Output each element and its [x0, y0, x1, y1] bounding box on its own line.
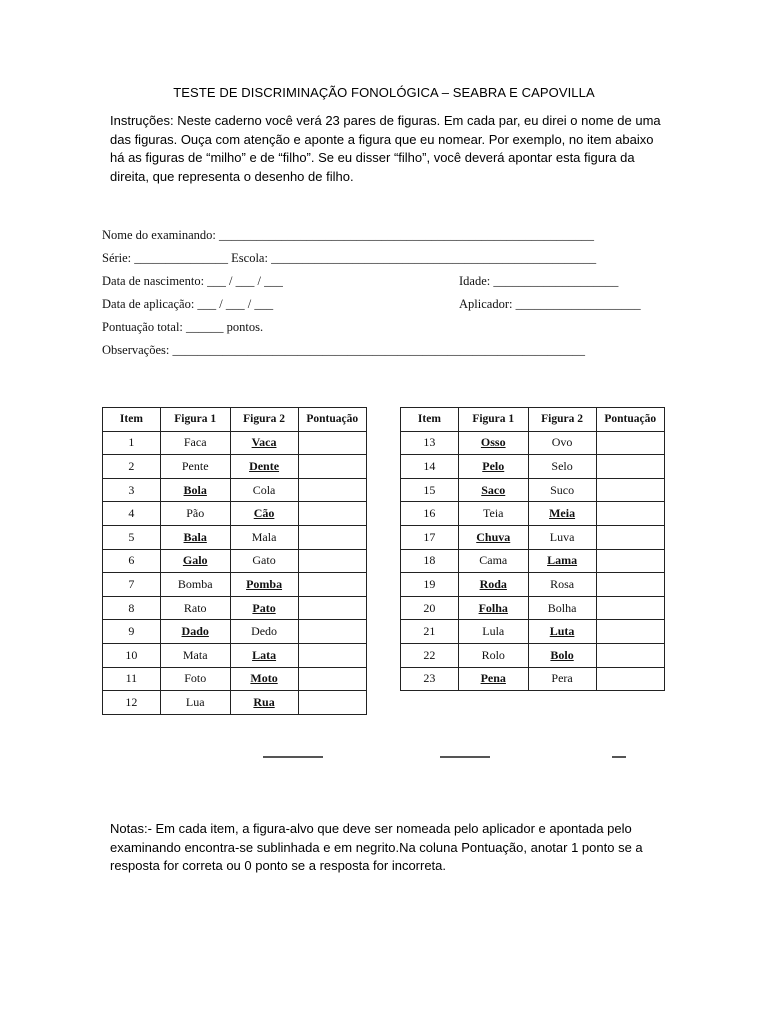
figura-2-cell: Mala	[230, 525, 298, 549]
table-row	[401, 573, 665, 597]
table-row	[103, 691, 367, 715]
figura-2-cell: Moto	[230, 667, 298, 691]
figura-2-cell: Selo	[528, 455, 596, 479]
pontuacao-cell[interactable]	[298, 431, 366, 455]
table-body-right	[401, 431, 665, 691]
figura-1-cell: Saco	[458, 478, 528, 502]
figura-1-cell: Bola	[160, 478, 230, 502]
table-row	[103, 502, 367, 526]
field-aplicador: Aplicador: ____________________	[459, 297, 641, 311]
scan-artifact-line	[612, 756, 626, 758]
table-row	[103, 596, 367, 620]
header-item: Item	[103, 408, 161, 432]
figura-1-cell: Lula	[458, 620, 528, 644]
form-row-pontuacao	[102, 320, 642, 343]
item-number-cell: 17	[401, 525, 459, 549]
field-data-nascimento: Data de nascimento: ___ / ___ / ___	[102, 274, 283, 288]
pontuacao-cell[interactable]	[298, 596, 366, 620]
header-item: Item	[401, 408, 459, 432]
header-figura-1: Figura 1	[458, 408, 528, 432]
pontuacao-cell[interactable]	[298, 525, 366, 549]
page-title: TESTE DE DISCRIMINAÇÃO FONOLÓGICA – SEABRA E CAPOVILLA	[173, 85, 595, 100]
table-row	[401, 431, 665, 455]
item-number-cell: 21	[401, 620, 459, 644]
figura-2-cell: Lama	[528, 549, 596, 573]
item-number-cell: 9	[103, 620, 161, 644]
item-number-cell: 22	[401, 643, 459, 667]
figura-1-cell: Osso	[458, 431, 528, 455]
pontuacao-cell[interactable]	[298, 620, 366, 644]
field-data-aplicacao: Data de aplicação: ___ / ___ / ___	[102, 297, 274, 311]
table-row	[401, 549, 665, 573]
figura-2-cell: Pomba	[230, 573, 298, 597]
field-observacoes: Observações: __________________________________________________________________	[102, 343, 585, 357]
table-body-left	[103, 431, 367, 714]
figura-2-cell: Suco	[528, 478, 596, 502]
form-row-observacoes	[102, 343, 642, 366]
figura-2-cell: Cão	[230, 502, 298, 526]
figura-1-cell: Pelo	[458, 455, 528, 479]
header-figura-2: Figura 2	[528, 408, 596, 432]
pontuacao-cell[interactable]	[298, 455, 366, 479]
pontuacao-cell[interactable]	[298, 573, 366, 597]
table-row	[103, 455, 367, 479]
figura-1-cell: Rolo	[458, 643, 528, 667]
table-row	[103, 643, 367, 667]
figura-1-cell: Cama	[458, 549, 528, 573]
item-number-cell: 20	[401, 596, 459, 620]
pontuacao-cell[interactable]	[596, 478, 664, 502]
item-number-cell: 15	[401, 478, 459, 502]
table-row	[401, 620, 665, 644]
header-figura-1: Figura 1	[160, 408, 230, 432]
figura-2-cell: Cola	[230, 478, 298, 502]
field-nome-examinando: Nome do examinando: ____________________________________________________________	[102, 228, 594, 242]
item-number-cell: 2	[103, 455, 161, 479]
figura-1-cell: Chuva	[458, 525, 528, 549]
figura-1-cell: Dado	[160, 620, 230, 644]
figura-2-cell: Gato	[230, 549, 298, 573]
pontuacao-cell[interactable]	[596, 525, 664, 549]
figura-2-cell: Rosa	[528, 573, 596, 597]
figura-1-cell: Roda	[458, 573, 528, 597]
field-serie-escola: Série: _______________ Escola: ____________________________________________________	[102, 251, 597, 265]
form-row-nascimento	[102, 274, 642, 297]
table-row	[103, 667, 367, 691]
item-number-cell: 1	[103, 431, 161, 455]
score-table-right	[400, 407, 665, 691]
pontuacao-cell[interactable]	[596, 431, 664, 455]
figura-1-cell: Galo	[160, 549, 230, 573]
item-number-cell: 6	[103, 549, 161, 573]
scan-artifact-line	[440, 756, 490, 758]
figura-2-cell: Bolha	[528, 596, 596, 620]
figura-1-cell: Mata	[160, 643, 230, 667]
pontuacao-cell[interactable]	[298, 549, 366, 573]
field-idade: Idade: ____________________	[459, 274, 619, 288]
table-row	[103, 620, 367, 644]
figura-1-cell: Bomba	[160, 573, 230, 597]
instructions-paragraph: Instruções: Neste caderno você verá 23 pares de figuras. Em cada par, eu direi o nome de uma das figuras. Ouça com atenção e aponte a figura que eu nomear. Por exemplo, no item abaixo há as figuras de “milho” e de “filho”. Se eu disser “filho”, você deverá apontar esta figura da direita, que representa o desenho de filho.	[110, 113, 661, 184]
form-row-aplicacao	[102, 297, 642, 320]
pontuacao-cell[interactable]	[596, 667, 664, 691]
item-number-cell: 13	[401, 431, 459, 455]
pontuacao-cell[interactable]	[596, 455, 664, 479]
table-header-row	[401, 408, 665, 432]
item-number-cell: 14	[401, 455, 459, 479]
figura-1-cell: Pente	[160, 455, 230, 479]
header-pontuacao: Pontuação	[596, 408, 664, 432]
pontuacao-cell[interactable]	[596, 596, 664, 620]
figura-2-cell: Luva	[528, 525, 596, 549]
figura-1-cell: Teia	[458, 502, 528, 526]
figura-1-cell: Bala	[160, 525, 230, 549]
item-number-cell: 10	[103, 643, 161, 667]
table-row	[103, 478, 367, 502]
table-row	[401, 667, 665, 691]
figura-2-cell: Meia	[528, 502, 596, 526]
table-row	[103, 549, 367, 573]
header-figura-2: Figura 2	[230, 408, 298, 432]
form-row-nome	[102, 228, 642, 251]
pontuacao-cell[interactable]	[596, 502, 664, 526]
item-number-cell: 12	[103, 691, 161, 715]
table-row	[103, 431, 367, 455]
figura-2-cell: Rua	[230, 691, 298, 715]
item-number-cell: 4	[103, 502, 161, 526]
examinee-form	[102, 228, 642, 366]
pontuacao-cell[interactable]	[596, 620, 664, 644]
table-row	[401, 525, 665, 549]
figura-2-cell: Bolo	[528, 643, 596, 667]
table-row	[401, 478, 665, 502]
table-row	[103, 525, 367, 549]
item-number-cell: 11	[103, 667, 161, 691]
item-number-cell: 23	[401, 667, 459, 691]
score-table-left	[102, 407, 367, 715]
item-number-cell: 7	[103, 573, 161, 597]
table-row	[401, 455, 665, 479]
figura-1-cell: Faca	[160, 431, 230, 455]
figura-2-cell: Lata	[230, 643, 298, 667]
figura-2-cell: Dente	[230, 455, 298, 479]
item-number-cell: 16	[401, 502, 459, 526]
table-header-row	[103, 408, 367, 432]
pontuacao-cell[interactable]	[596, 573, 664, 597]
figura-2-cell: Pera	[528, 667, 596, 691]
figura-1-cell: Rato	[160, 596, 230, 620]
item-number-cell: 8	[103, 596, 161, 620]
table-row	[103, 573, 367, 597]
figura-2-cell: Luta	[528, 620, 596, 644]
table-row	[401, 502, 665, 526]
pontuacao-cell[interactable]	[298, 691, 366, 715]
figura-2-cell: Pato	[230, 596, 298, 620]
figura-1-cell: Foto	[160, 667, 230, 691]
figura-1-cell: Folha	[458, 596, 528, 620]
field-pontuacao-total: Pontuação total: ______ pontos.	[102, 320, 264, 334]
pontuacao-cell[interactable]	[298, 478, 366, 502]
form-row-serie	[102, 251, 642, 274]
pontuacao-cell[interactable]	[596, 549, 664, 573]
item-number-cell: 19	[401, 573, 459, 597]
table-row	[401, 643, 665, 667]
pontuacao-cell[interactable]	[596, 643, 664, 667]
figura-1-cell: Pena	[458, 667, 528, 691]
figura-2-cell: Ovo	[528, 431, 596, 455]
pontuacao-cell[interactable]	[298, 643, 366, 667]
header-pontuacao: Pontuação	[298, 408, 366, 432]
item-number-cell: 5	[103, 525, 161, 549]
pontuacao-cell[interactable]	[298, 667, 366, 691]
figura-1-cell: Pão	[160, 502, 230, 526]
figura-1-cell: Lua	[160, 691, 230, 715]
pontuacao-cell[interactable]	[298, 502, 366, 526]
figura-2-cell: Dedo	[230, 620, 298, 644]
table-row	[401, 596, 665, 620]
figura-2-cell: Vaca	[230, 431, 298, 455]
notes-paragraph: Notas:- Em cada item, a figura-alvo que deve ser nomeada pelo aplicador e apontada pelo examinando encontra-se sublinhada e em negrito.Na coluna Pontuação, anotar 1 ponto se a resposta for correta ou 0 ponto se a resposta for incorreta.	[110, 821, 643, 873]
item-number-cell: 3	[103, 478, 161, 502]
scan-artifact-line	[263, 756, 323, 758]
item-number-cell: 18	[401, 549, 459, 573]
